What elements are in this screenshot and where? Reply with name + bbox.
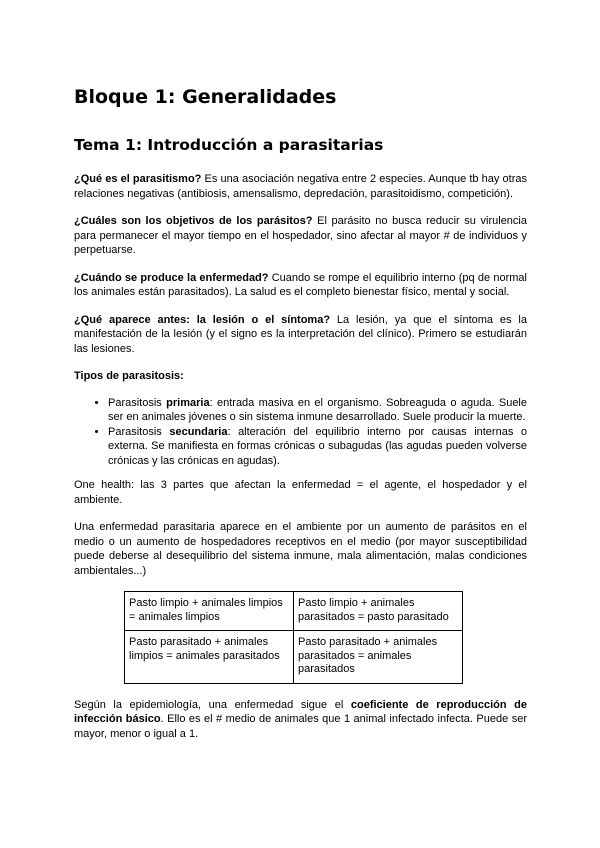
- paragraph-one-health: One health: las 3 partes que afectan la enfermedad = el agente, el hospedador y el ambiente.: [74, 479, 527, 506]
- answer-objetivos: El parásito no busca reducir su virulencia para permanecer el mayor tiempo en el hospedador, sino afectar al mayor # de individuos y perpetuarse.: [74, 215, 527, 256]
- answer-parasitismo: Es una asociación negativa entre 2 especies. Aunque tb hay otras relaciones negativas (antibiosis, amensalismo, depredación, parasitoidismo, competición).: [74, 173, 528, 200]
- question-enfermedad: ¿Cuándo se produce la enfermedad?: [74, 271, 269, 284]
- epidemiologia-text: Según la epidemiología, una enfermedad sigue el: [74, 698, 351, 711]
- list-item-text: Parasitosis: [108, 396, 167, 409]
- paragraph-enfermedad-parasitaria: Una enfermedad parasitaria aparece en el ambiente por un aumento de parásitos en el medio o un aumento de hospedadores receptivos en el medio (por mayor susceptibilidad puede deberse al desequilibrio del sistema inmune, mala alimentación, malas condiciones ambientales...): [74, 521, 527, 577]
- tipos-list: [74, 396, 527, 469]
- table-row: [125, 631, 463, 684]
- list-item-bold: primaria: [166, 396, 210, 409]
- epidemiologia-bold: coeficiente de reproducción de infección básico: [74, 698, 528, 725]
- table-cell: Pasto parasitado + animales parasitados = animales parasitados: [294, 631, 463, 684]
- table-row: [125, 592, 463, 631]
- table-cell: Pasto limpio + animales limpios = animales limpios: [125, 592, 294, 631]
- list-item-text: : alteración del equilibrio interno por causas internas o externa. Se manifiesta en formas crónicas o subagudas (las agudas pueden volverse crónicas y las crónicas en agudas).: [108, 425, 527, 467]
- pasto-animales-table: [124, 591, 463, 684]
- list-item-text: Parasitosis: [108, 425, 170, 438]
- question-lesion: ¿Qué aparece antes: la lesión o el síntoma?: [74, 313, 331, 326]
- heading-tema: Tema 1: Introducción a parasitarias: [74, 136, 384, 154]
- table-cell: Pasto limpio + animales parasitados = pasto parasitado: [294, 592, 463, 631]
- answer-enfermedad: Cuando se rompe el equilibrio interno (pq de normal los animales están parasitados). La salud es el completo bienestar físico, mental y social.: [74, 271, 527, 298]
- answer-lesion: La lesión, ya que el síntoma es la manifestación de la lesión (y el signo es la interpretación del clínico). Primero se estudiarán las lesiones.: [74, 313, 527, 355]
- heading-bloque: Bloque 1: Generalidades: [74, 86, 337, 108]
- paragraph-parasitismo: [74, 172, 527, 201]
- list-item-primaria: [108, 396, 527, 425]
- question-parasitismo: ¿Qué es el parasitismo?: [74, 173, 202, 185]
- paragraph-objetivos: [74, 214, 527, 258]
- paragraph-lesion: [74, 313, 527, 357]
- question-objetivos: ¿Cuáles son los objetivos de los parásitos?: [74, 215, 313, 227]
- list-item-secundaria: [108, 425, 527, 469]
- paragraph-enfermedad: [74, 271, 527, 300]
- document-content: [74, 84, 527, 754]
- paragraph-epidemiologia: [74, 698, 527, 742]
- epidemiologia-text: . Ello es el # medio de animales que 1 animal infectado infecta. Puede ser mayor, menor o igual a 1.: [74, 713, 527, 740]
- tipos-parasitosis-title: Tipos de parasitosis:: [74, 370, 184, 382]
- list-item-bold: secundaria: [169, 425, 228, 438]
- list-item-text: : entrada masiva en el organismo. Sobreaguda o aguda. Suele ser en animales jóvenes o sin sistema inmune desarrollado. Suele producir la muerte.: [108, 396, 527, 423]
- table-cell: Pasto parasitado + animales limpios = animales parasitados: [125, 631, 294, 684]
